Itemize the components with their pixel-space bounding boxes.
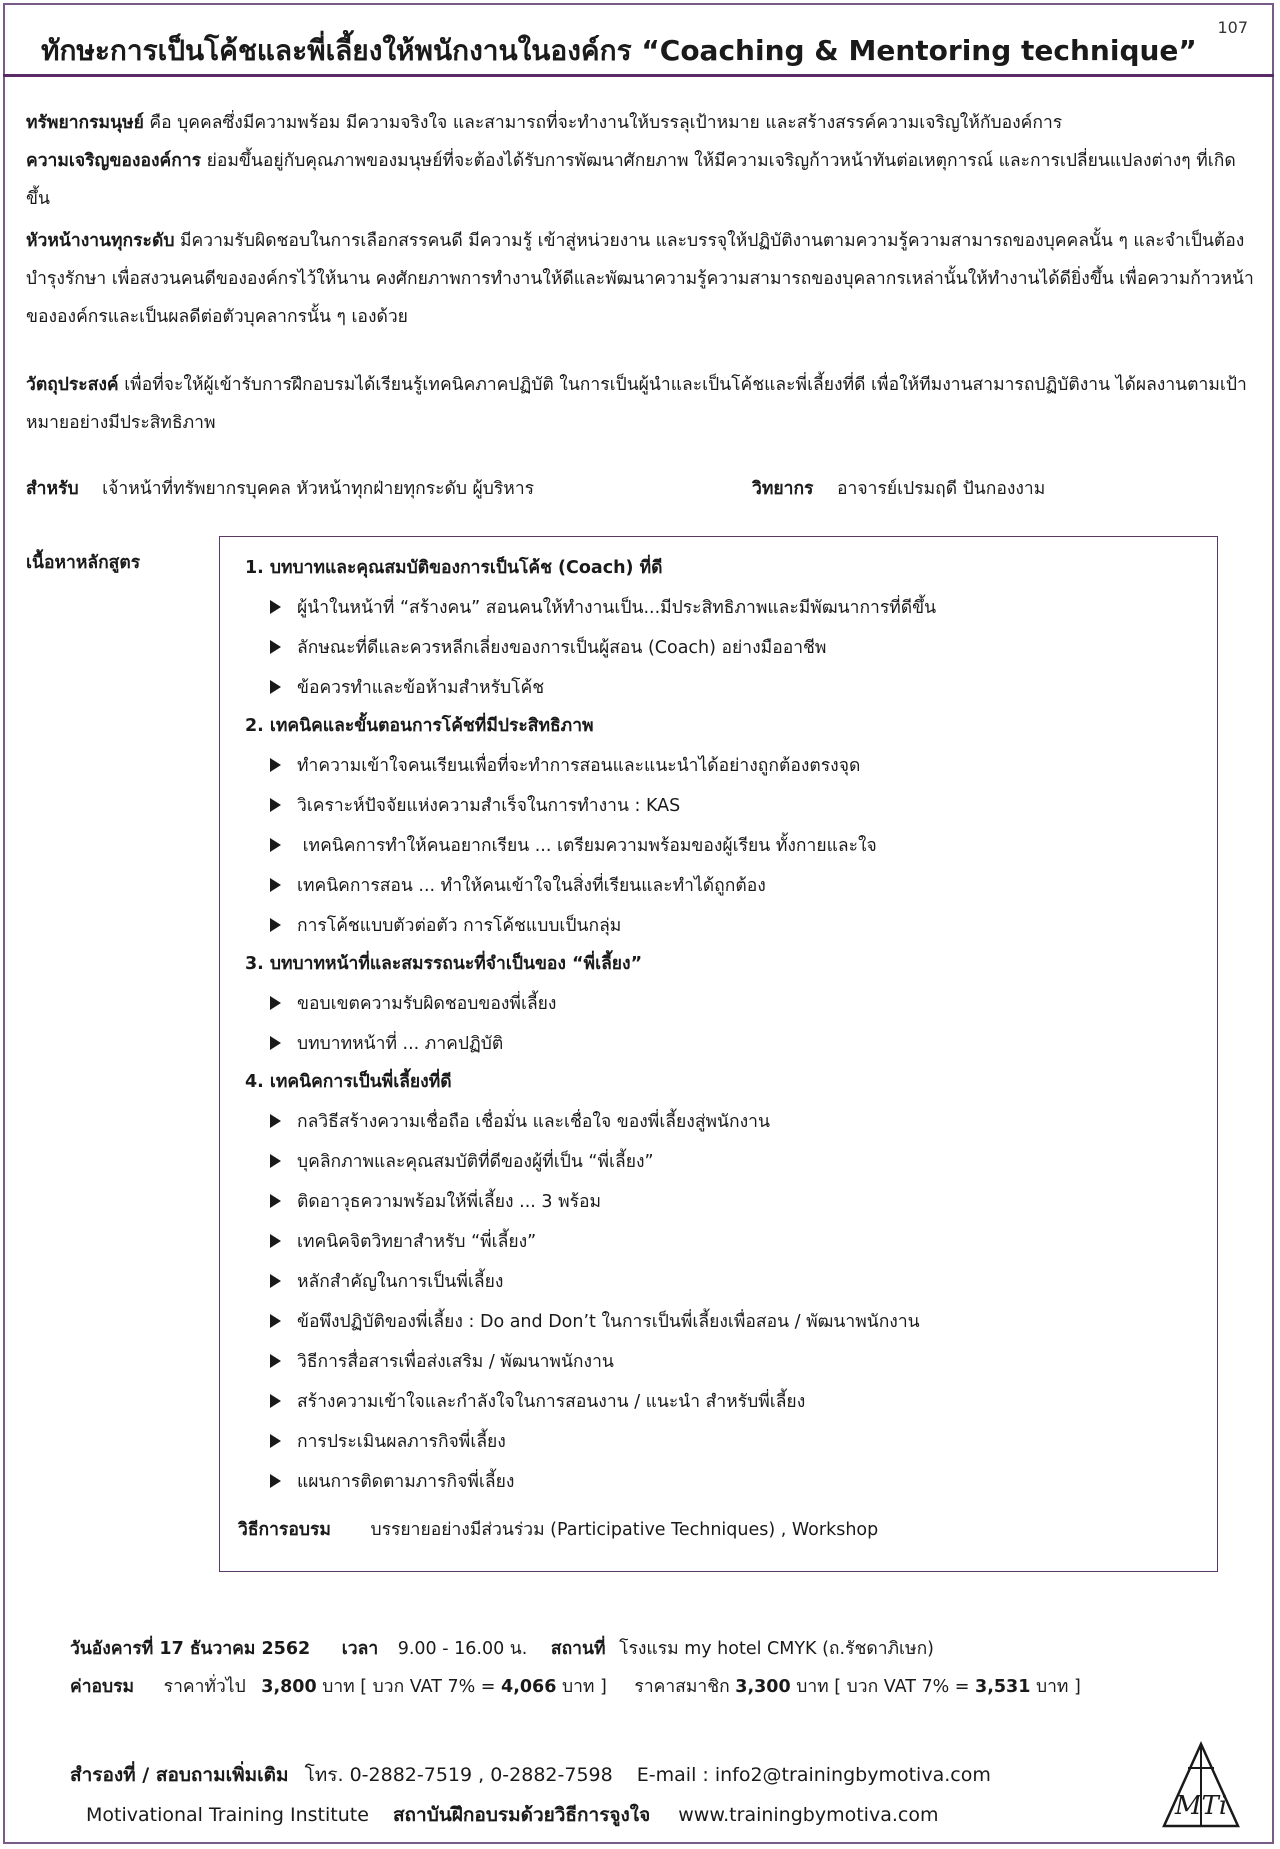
list-item: บุคลิกภาพและคุณสมบัติที่ดีของผู้ที่เป็น “พี่เลี้ยง” bbox=[270, 1147, 654, 1175]
list-item: ลักษณะที่ดีและควรหลีกเลี่ยงของการเป็นผู้สอน (Coach) อย่างมืออาชีพ bbox=[270, 633, 826, 661]
list-item: การโค้ชแบบตัวต่อตัว การโค้ชแบบเป็นกลุ่ม bbox=[270, 911, 621, 939]
bullet-triangle-icon bbox=[270, 1154, 281, 1168]
page-number: 107 bbox=[1217, 18, 1248, 37]
bullet-triangle-icon bbox=[270, 838, 281, 852]
time-text: 9.00 - 16.00 น. bbox=[397, 1639, 528, 1659]
list-item: เทคนิคการทำให้คนอยากเรียน ... เตรียมความพร้อมของผู้เรียน ทั้งกายและใจ bbox=[270, 831, 877, 859]
objective bbox=[26, 366, 1256, 442]
bullet-triangle-icon bbox=[270, 600, 281, 614]
list-item: เทคนิคจิตวิทยาสำหรับ “พี่เลี้ยง” bbox=[270, 1227, 536, 1255]
fee-general-unit: บาท [ บวก VAT 7% = bbox=[322, 1677, 496, 1697]
heads-text: มีความรับผิดชอบในการเลือกสรรคนดี มีความรู้ เข้าสู่หน่วยงาน และบรรจุให้ปฏิบัติงานตามความรู้ความสามารถของบุคคลนั้น ๆ และจำเป็นต้องบำรุงรักษา เพื่อสงวนคนดีขององค์กรไว้ให้นาน คงศักยภาพการทำงานให้ดีและพัฒนาความรู้ความสามารถของบุคลากรเหล่านั้นให้ทำงานได้ดียิ่งขึ้น เพื่อความก้าวหน้าขององค์กรและเป็นผลดีต่อตัวบุคลากรนั้น ๆ เองด้วย bbox=[26, 231, 1254, 327]
speaker-label: วิทยากร bbox=[752, 479, 814, 499]
svg-text:MTi: MTi bbox=[1174, 1791, 1228, 1821]
list-item: เทคนิคการสอน ... ทำให้คนเข้าใจในสิ่งที่เรียนและทำได้ถูกต้อง bbox=[270, 871, 766, 899]
mti-logo bbox=[1160, 1740, 1242, 1832]
heads-label: หัวหน้างานทุกระดับ bbox=[26, 231, 175, 251]
place-text: โรงแรม my hotel CMYK (ถ.รัชดาภิเษก) bbox=[619, 1639, 934, 1659]
objective-label: วัตถุประสงค์ bbox=[26, 375, 119, 395]
schedule-row bbox=[70, 1634, 934, 1662]
fee-member-unit: บาท [ บวก VAT 7% = bbox=[796, 1677, 970, 1697]
fee-member-price: 3,300 bbox=[735, 1677, 791, 1697]
course-label: เนื้อหาหลักสูตร bbox=[26, 553, 141, 573]
section-title: 2. เทคนิคและขั้นตอนการโค้ชที่มีประสิทธิภาพ bbox=[245, 716, 594, 736]
bullet-triangle-icon bbox=[270, 680, 281, 694]
bullet-triangle-icon bbox=[270, 1036, 281, 1050]
audience-row bbox=[26, 474, 534, 502]
list-item: ข้อควรทำและข้อห้ามสำหรับโค้ช bbox=[270, 673, 544, 701]
bullet-triangle-icon bbox=[270, 1314, 281, 1328]
list-item: ผู้นำในหน้าที่ “สร้างคน” สอนคนให้ทำงานเป็น...มีประสิทธิภาพและมีพัฒนาการที่ดีขึ้น bbox=[270, 593, 936, 621]
contact-label: สำรองที่ / สอบถามเพิ่มเติม bbox=[70, 1764, 289, 1786]
fee-label: ค่าอบรม bbox=[70, 1677, 135, 1697]
fee-row bbox=[70, 1672, 1081, 1700]
bullet-triangle-icon bbox=[270, 798, 281, 812]
fee-general-label: ราคาทั่วไป bbox=[163, 1677, 246, 1697]
footer-row bbox=[86, 1800, 938, 1830]
bullet-triangle-icon bbox=[270, 1114, 281, 1128]
bullet-triangle-icon bbox=[270, 878, 281, 892]
page-title: ทักษะการเป็นโค้ชและพี่เลี้ยงให้พนักงานในองค์กร “Coaching & Mentoring technique” bbox=[41, 34, 1197, 67]
bullet-triangle-icon bbox=[270, 918, 281, 932]
bullet-triangle-icon bbox=[270, 1434, 281, 1448]
method-label: วิธีการอบรม bbox=[238, 1520, 331, 1540]
audience-label: สำหรับ bbox=[26, 479, 79, 499]
contact-row bbox=[70, 1760, 991, 1790]
speaker-text: อาจารย์เปรมฤดี ปันกองงาม bbox=[837, 479, 1046, 499]
list-item: การประเมินผลภารกิจพี่เลี้ยง bbox=[270, 1427, 506, 1455]
growth-text: ย่อมขึ้นอยู่กับคุณภาพของมนุษย์ที่จะต้องได้รับการพัฒนาศักยภาพ ให้มีความเจริญก้าวหน้าทันต่อเหตุการณ์ และการเปลี่ยนแปลงต่างๆ ที่เกิดขึ้น bbox=[26, 151, 1236, 209]
footer-org-en: Motivational Training Institute bbox=[86, 1804, 369, 1826]
list-item: สร้างความเข้าใจและกำลังใจในการสอนงาน / แนะนำ สำหรับพี่เลี้ยง bbox=[270, 1387, 805, 1415]
intro-heads bbox=[26, 222, 1256, 336]
list-item: ติดอาวุธความพร้อมให้พี่เลี้ยง ... 3 พร้อม bbox=[270, 1187, 601, 1215]
intro-growth bbox=[26, 142, 1256, 218]
hr-label: ทรัพยากรมนุษย์ bbox=[26, 113, 144, 133]
method-row bbox=[238, 1515, 878, 1543]
course-content-box bbox=[219, 536, 1218, 1572]
bullet-triangle-icon bbox=[270, 1474, 281, 1488]
bullet-triangle-icon bbox=[270, 1274, 281, 1288]
bullet-triangle-icon bbox=[270, 758, 281, 772]
bullet-triangle-icon bbox=[270, 1194, 281, 1208]
audience-text: เจ้าหน้าที่ทรัพยากรบุคคล หัวหน้าทุกฝ่ายทุกระดับ ผู้บริหาร bbox=[102, 479, 535, 499]
bullet-triangle-icon bbox=[270, 640, 281, 654]
list-item: แผนการติดตามภารกิจพี่เลี้ยง bbox=[270, 1467, 514, 1495]
place-label: สถานที่ bbox=[550, 1639, 606, 1659]
growth-label: ความเจริญขององค์การ bbox=[26, 151, 202, 171]
list-item: ข้อพึงปฏิบัติของพี่เลี้ยง : Do and Don’t ในการเป็นพี่เลี้ยงเพื่อสอน / พัฒนาพนักงาน bbox=[270, 1307, 920, 1335]
bullet-triangle-icon bbox=[270, 1394, 281, 1408]
list-item: ทำความเข้าใจคนเรียนเพื่อที่จะทำการสอนและแนะนำได้อย่างถูกต้องตรงจุด bbox=[270, 751, 860, 779]
contact-email[interactable]: E-mail : info2@trainingbymotiva.com bbox=[636, 1764, 991, 1786]
schedule-date: วันอังคารที่ 17 ธันวาคม 2562 bbox=[70, 1639, 311, 1659]
intro-hr bbox=[26, 104, 1256, 142]
fee-member-end: บาท ] bbox=[1035, 1677, 1081, 1697]
bullet-triangle-icon bbox=[270, 996, 281, 1010]
footer-org-th: สถาบันฝึกอบรมด้วยวิธีการจูงใจ bbox=[392, 1804, 651, 1826]
section-title: 1. บทบาทและคุณสมบัติของการเป็นโค้ช (Coach) ที่ดี bbox=[245, 558, 663, 578]
list-item: วิเคราะห์ปัจจัยแห่งความสำเร็จในการทำงาน : KAS bbox=[270, 791, 680, 819]
header-bar bbox=[3, 3, 1274, 77]
list-item: หลักสำคัญในการเป็นพี่เลี้ยง bbox=[270, 1267, 503, 1295]
speaker-row bbox=[752, 474, 1045, 502]
section-title: 3. บทบาทหน้าที่และสมรรถนะที่จำเป็นของ “พี่เลี้ยง” bbox=[245, 954, 643, 974]
list-item: ขอบเขตความรับผิดชอบของพี่เลี้ยง bbox=[270, 989, 556, 1017]
bullet-triangle-icon bbox=[270, 1354, 281, 1368]
mti-logo-icon bbox=[1160, 1740, 1242, 1832]
fee-general-price: 3,800 bbox=[261, 1677, 317, 1697]
bullet-triangle-icon bbox=[270, 1234, 281, 1248]
footer-website[interactable]: www.trainingbymotiva.com bbox=[678, 1804, 939, 1826]
fee-general-total: 4,066 bbox=[501, 1677, 557, 1697]
contact-phone[interactable]: โทร. 0-2882-7519 , 0-2882-7598 bbox=[304, 1764, 613, 1786]
time-label: เวลา bbox=[341, 1639, 379, 1659]
list-item: กลวิธีสร้างความเชื่อถือ เชื่อมั่น และเชื่อใจ ของพี่เลี้ยงสู่พนักงาน bbox=[270, 1107, 770, 1135]
fee-general-end: บาท ] bbox=[561, 1677, 607, 1697]
section-title: 4. เทคนิคการเป็นพี่เลี้ยงที่ดี bbox=[245, 1072, 452, 1092]
objective-text: เพื่อที่จะให้ผู้เข้ารับการฝึกอบรมได้เรียนรู้เทคนิคภาคปฏิบัติ ในการเป็นผู้นำและเป็นโค้ชและพี่เลี้ยงที่ดี เพื่อให้ทีมงานสามารถปฏิบัติงาน ได้ผลงานตามเป้าหมายอย่างมีประสิทธิภาพ bbox=[26, 375, 1247, 433]
list-item: วิธีการสื่อสารเพื่อส่งเสริม / พัฒนาพนักงาน bbox=[270, 1347, 614, 1375]
fee-member-label: ราคาสมาชิก bbox=[634, 1677, 730, 1697]
fee-member-total: 3,531 bbox=[975, 1677, 1031, 1697]
list-item: บทบาทหน้าที่ ... ภาคปฏิบัติ bbox=[270, 1029, 503, 1057]
method-text: บรรยายอย่างมีส่วนร่วม (Participative Techniques) , Workshop bbox=[370, 1520, 879, 1540]
hr-text: คือ บุคคลซึ่งมีความพร้อม มีความจริงใจ และสามารถที่จะทำงานให้บรรลุเป้าหมาย และสร้างสรรค์ความเจริญให้กับองค์การ bbox=[143, 113, 1063, 133]
